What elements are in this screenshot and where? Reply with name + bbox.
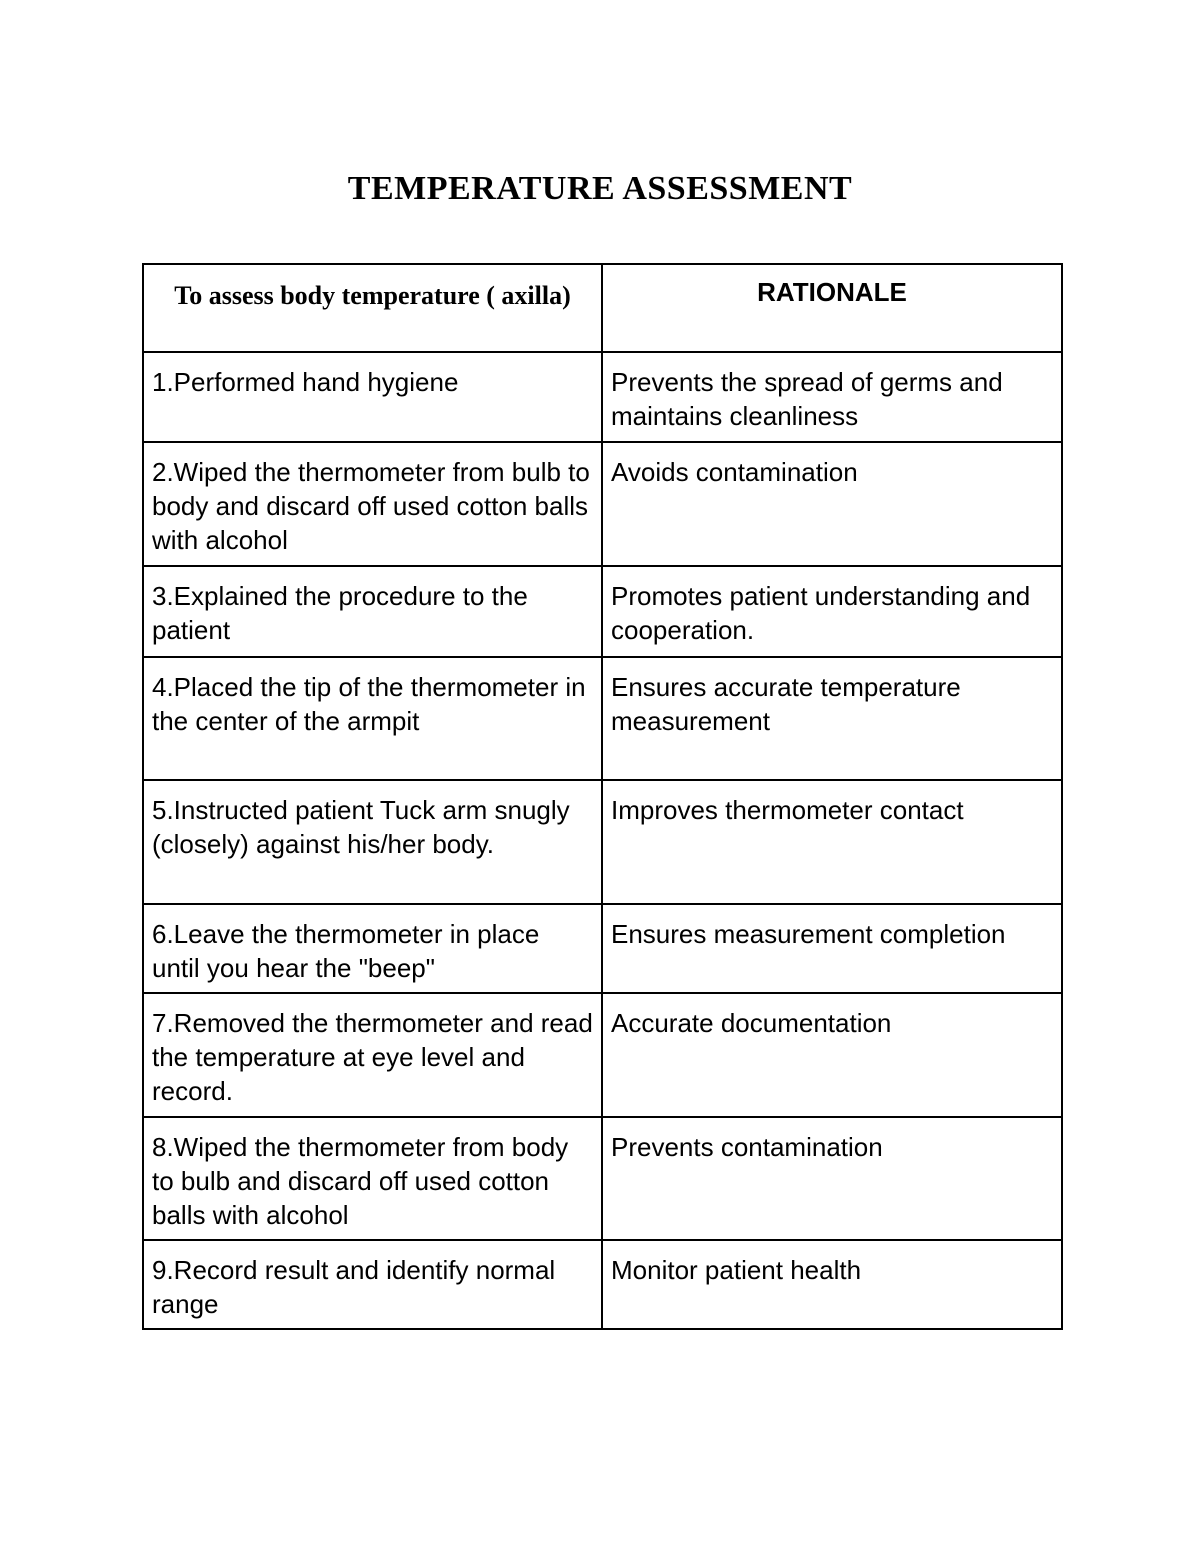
rationale-cell: Promotes patient understanding and cooperation. (602, 566, 1062, 657)
step-column-header: To assess body temperature ( axilla) (143, 264, 602, 352)
step-cell: 8.Wiped the thermometer from body to bulb and discard off used cotton balls with alcohol (143, 1117, 602, 1240)
step-cell: 2.Wiped the thermometer from bulb to body and discard off used cotton balls with alcohol (143, 442, 602, 566)
rationale-cell: Prevents the spread of germs and maintains cleanliness (602, 352, 1062, 442)
table-row (143, 993, 1062, 1117)
table-row (143, 904, 1062, 993)
table-row (143, 352, 1062, 442)
step-cell: 6.Leave the thermometer in place until you hear the "beep" (143, 904, 602, 993)
rationale-cell: Monitor patient health (602, 1240, 1062, 1329)
table-row (143, 442, 1062, 566)
table-header-row (143, 264, 1062, 352)
table-row (143, 780, 1062, 904)
step-cell: 1.Performed hand hygiene (143, 352, 602, 442)
table-row (143, 1240, 1062, 1329)
rationale-cell: Accurate documentation (602, 993, 1062, 1117)
table-row (143, 566, 1062, 657)
rationale-cell: Prevents contamination (602, 1117, 1062, 1240)
rationale-cell: Avoids contamination (602, 442, 1062, 566)
rationale-cell: Ensures accurate temperature measurement (602, 657, 1062, 780)
procedure-table (142, 263, 1063, 1330)
table-row (143, 657, 1062, 780)
step-cell: 3.Explained the procedure to the patient (143, 566, 602, 657)
step-cell: 9.Record result and identify normal range (143, 1240, 602, 1329)
rationale-cell: Improves thermometer contact (602, 780, 1062, 904)
step-cell: 7.Removed the thermometer and read the temperature at eye level and record. (143, 993, 602, 1117)
document-title: TEMPERATURE ASSESSMENT (347, 170, 853, 207)
step-cell: 4.Placed the tip of the thermometer in the center of the armpit (143, 657, 602, 780)
rationale-cell: Ensures measurement completion (602, 904, 1062, 993)
table-row (143, 1117, 1062, 1240)
rationale-column-header: RATIONALE (602, 264, 1062, 352)
step-cell: 5.Instructed patient Tuck arm snugly (closely) against his/her body. (143, 780, 602, 904)
